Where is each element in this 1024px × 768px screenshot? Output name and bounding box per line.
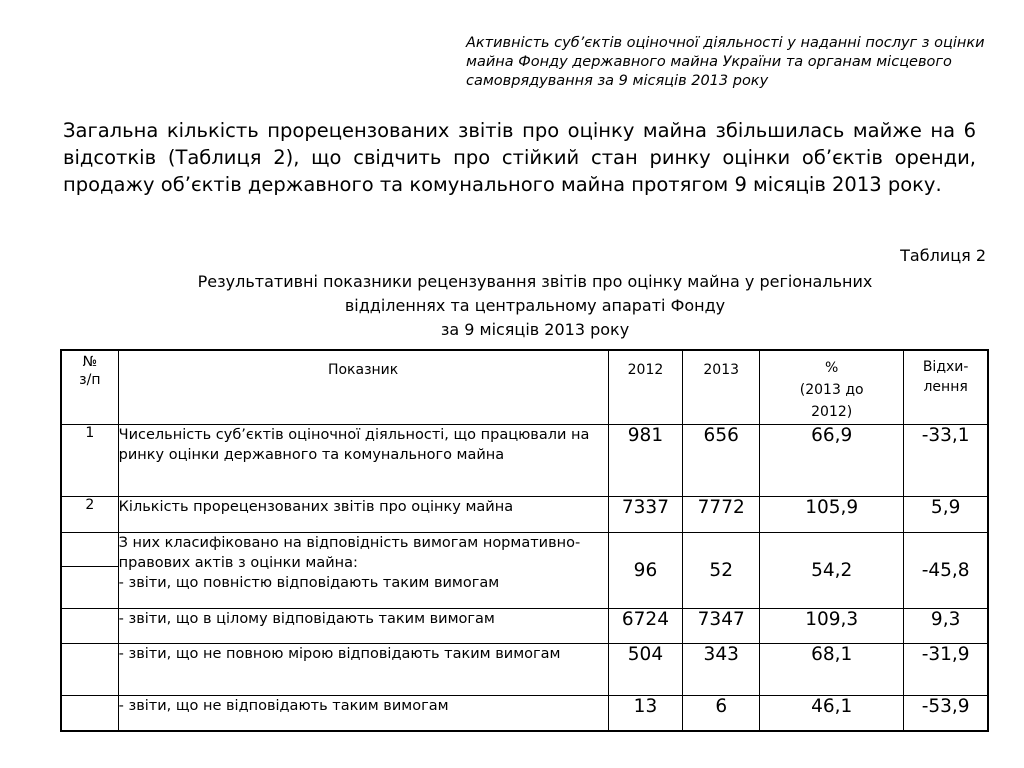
row-value-2013: 7772: [683, 497, 760, 533]
header-dev-line-2: лення: [923, 379, 968, 395]
table-title: [60, 270, 1010, 342]
row-num-split: [61, 533, 118, 609]
row-deviation: 5,9: [904, 497, 988, 533]
row-num-split-bottom: [62, 567, 118, 608]
table-row: [61, 609, 988, 644]
table-title-line-2: відділеннях та центральному апараті Фонду: [344, 296, 726, 315]
header-num-line-1: №: [82, 354, 98, 370]
header-dev-line-1: Відхи-: [922, 359, 969, 375]
row-indicator: Чисельність суб’єктів оціночної діяльності, що працювали на ринку оцінки державного та комунального майна: [118, 425, 608, 497]
row-value-2012: 7337: [608, 497, 683, 533]
row-percent: 105,9: [760, 497, 904, 533]
row-percent: 109,3: [760, 609, 904, 644]
table-row: [61, 696, 988, 732]
header-num: [61, 350, 118, 425]
row-value-2012: 96: [608, 533, 683, 609]
row-value-2013: 7347: [683, 609, 760, 644]
table-title-line-3: за 9 місяців 2013 року: [440, 320, 630, 339]
row-value-2013: 343: [683, 644, 760, 696]
row-percent: 66,9: [760, 425, 904, 497]
row-deviation: 9,3: [904, 609, 988, 644]
row-num: 2: [61, 497, 118, 533]
header-percent: [760, 350, 904, 425]
results-table: [60, 349, 989, 732]
row-num: [61, 644, 118, 696]
intro-paragraph: Загальна кількість прорецензованих звітів про оцінку майна збільшилась майже на 6 відсотків (Таблиця 2), що свідчить про стійкий стан ринку оцінки об’єктів оренди, продажу об’єктів державного та комунального майна протягом 9 місяців 2013 року.: [63, 119, 976, 196]
table-title-line-1: Результативні показники рецензування звітів про оцінку майна у регіональних: [197, 272, 873, 291]
header-2013: 2013: [683, 350, 760, 425]
row-value-2013: 52: [683, 533, 760, 609]
header-deviation: [904, 350, 988, 425]
row-indicator: - звіти, що не повною мірою відповідають таким вимогам: [118, 644, 608, 696]
row-percent: 54,2: [760, 533, 904, 609]
table-header-row: [61, 350, 988, 425]
row-indicator-line-2: - звіти, що повністю відповідають таким вимогам: [118, 575, 500, 591]
row-indicator: - звіти, що не відповідають таким вимогам: [118, 696, 608, 732]
header-2012: 2012: [608, 350, 683, 425]
header-note: Активність суб’єктів оціночної діяльності у наданні послуг з оцінки майна Фонду державного майна України та органам місцевого самоврядування за 9 місяців 2013 року: [466, 35, 985, 89]
header-pct-line-2: (2013 до: [799, 382, 864, 398]
row-indicator: [118, 533, 608, 609]
header-indicator: Показник: [118, 350, 608, 425]
row-num: [61, 696, 118, 732]
header-num-line-2: з/п: [79, 372, 101, 388]
row-value-2013: 656: [683, 425, 760, 497]
row-value-2012: 504: [608, 644, 683, 696]
table-row: [61, 533, 988, 609]
table-row: [61, 644, 988, 696]
row-value-2012: 6724: [608, 609, 683, 644]
row-indicator: - звіти, що в цілому відповідають таким вимогам: [118, 609, 608, 644]
row-value-2013: 6: [683, 696, 760, 732]
table-label: Таблиця 2: [900, 246, 986, 265]
row-deviation: -33,1: [904, 425, 988, 497]
row-percent: 46,1: [760, 696, 904, 732]
table-row: [61, 497, 988, 533]
row-deviation: -31,9: [904, 644, 988, 696]
row-num: 1: [61, 425, 118, 497]
row-indicator: Кількість прорецензованих звітів про оцінку майна: [118, 497, 608, 533]
row-value-2012: 13: [608, 696, 683, 732]
row-deviation: -45,8: [904, 533, 988, 609]
header-pct-line-1: %: [825, 360, 839, 376]
row-value-2012: 981: [608, 425, 683, 497]
table-row: [61, 425, 988, 497]
row-num-split-top: [62, 533, 118, 567]
row-num: [61, 609, 118, 644]
row-percent: 68,1: [760, 644, 904, 696]
row-deviation: -53,9: [904, 696, 988, 732]
row-indicator-line-1: З них класифіковано на відповідність вимогам нормативно-правових актів з оцінки майна:: [118, 535, 581, 571]
header-pct-line-3: 2012): [811, 404, 853, 420]
